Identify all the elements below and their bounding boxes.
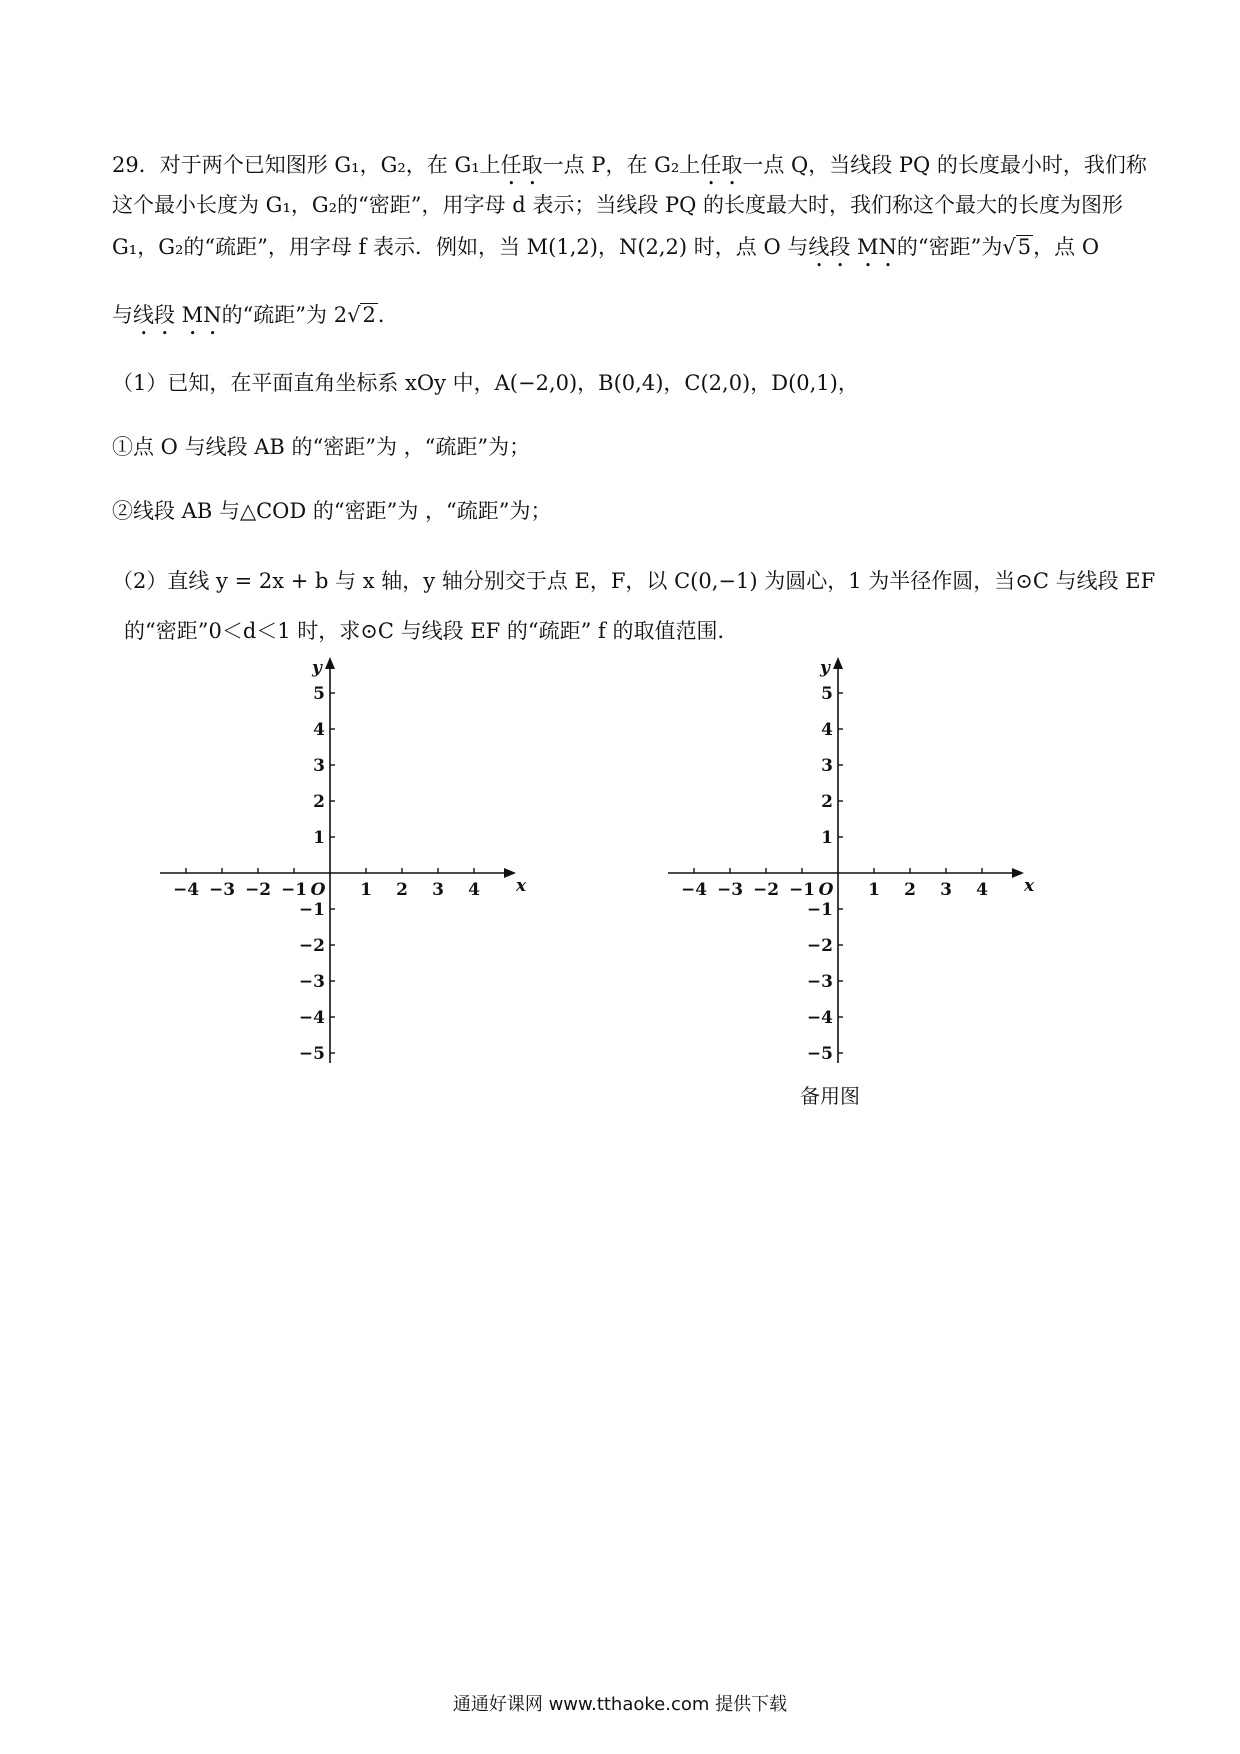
right-plane-y-tick-label: −2 (806, 936, 833, 956)
text-segment: 一点 P，在 G₂上 (542, 153, 701, 177)
text-segment: ②线段 AB 与△COD 的“密距”为 ，“疏距”为； (112, 499, 552, 523)
left-plane-x-tick-label: 3 (432, 880, 444, 900)
text-segment: 的“疏距”为 2 (221, 303, 348, 327)
emphasis-text: 线段 MN (133, 303, 222, 327)
text-segment: ． (377, 303, 399, 327)
right-plane-x-tick-label: 4 (976, 880, 988, 900)
text-segment: 29．对于两个已知图形 G₁，G₂，在 G₁上 (112, 153, 501, 177)
emphasis-text: 任取 (500, 153, 543, 177)
text-segment: 的“密距”0＜d＜1 时，求⊙C 与线段 EF 的“疏距” f 的取值范围． (124, 619, 739, 643)
sqrt-value: 2 (362, 303, 376, 327)
left-plane-y-tick-label: 1 (313, 828, 325, 848)
emphasis-text: 任取 (700, 153, 743, 177)
left-plane-origin-label: O (310, 880, 326, 900)
left-plane-y-arrow-icon (325, 657, 335, 669)
right-plane-origin-label: O (818, 880, 834, 900)
right-plane-y-tick-label: 5 (821, 684, 833, 704)
problem-line-3: G₁，G₂的“疏距”，用字母 f 表示．例如，当 M(1,2)，N(2,2) 时，点 O 与线段 MN的“密距”为√5，点 O (112, 235, 1100, 259)
right-plane-x-tick-label: 1 (868, 880, 880, 900)
right-plane-x-tick-label: 2 (904, 880, 916, 900)
left-plane-y-tick-label: −2 (298, 936, 325, 956)
text-segment: ，点 O (1033, 235, 1100, 259)
right-plane-x-axis-label: x (1024, 876, 1035, 896)
right-plane-y-axis-label: y (820, 658, 830, 678)
right-plane-x-tick-label: −2 (752, 880, 780, 900)
text-segment: G₁，G₂的“疏距”，用字母 f 表示．例如，当 M(1,2)，N(2,2) 时，点 O 与 (112, 235, 809, 259)
right-plane-x-tick-label: 3 (940, 880, 952, 900)
right-plane-y-tick-label: −3 (806, 972, 833, 992)
left-plane-y-tick-label: −5 (298, 1044, 325, 1064)
left-plane-y-tick-label: 4 (313, 720, 325, 740)
left-plane-y-tick-label: −1 (298, 900, 325, 920)
left-plane-y-tick-label: 3 (313, 756, 325, 776)
left-plane-x-tick-label: 2 (396, 880, 408, 900)
right-plane-y-tick-label: 4 (821, 720, 833, 740)
text-segment: ①点 O 与线段 AB 的“密距”为 ，“疏距”为； (112, 435, 531, 459)
right-plane-x-tick-label: −4 (680, 880, 708, 900)
right-plane-y-tick-label: 1 (821, 828, 833, 848)
left-plane-x-axis-label: x (516, 876, 527, 896)
footer-credit: 通通好课网 www.tthaoke.com 提供下载 (452, 1694, 788, 1715)
left-plane-x-tick-label: −2 (244, 880, 272, 900)
left-plane-x-tick-label: −3 (208, 880, 236, 900)
right-plane-y-tick-label: −1 (806, 900, 833, 920)
text-segment: 这个最小长度为 G₁，G₂的“密距”，用字母 d 表示；当线段 PQ 的长度最大时，我们称这个最大的长度为图形 (112, 193, 1124, 217)
left-plane-y-tick-label: −3 (298, 972, 325, 992)
sqrt-value: 5 (1017, 235, 1032, 259)
right-plane-y-tick-label: −4 (806, 1008, 833, 1028)
problem-line-4: 与线段 MN的“疏距”为 2√2． (112, 303, 399, 327)
text-segment: （2）直线 y = 2x + b 与 x 轴，y 轴分别交于点 E，F，以 C(0,−1) 为圆心，1 为半径作圆，当⊙C 与线段 EF (112, 569, 1156, 593)
right-plane-x-tick-label: −1 (788, 880, 816, 900)
left-plane-y-tick-label: −4 (298, 1008, 325, 1028)
left-plane-y-tick-label: 2 (313, 792, 325, 812)
emphasis-text: 线段 MN (808, 235, 897, 259)
left-plane-x-tick-label: −4 (172, 880, 200, 900)
right-plane-y-tick-label: 3 (821, 756, 833, 776)
text-segment: 一点 Q，当线段 PQ 的长度最小时，我们称 (742, 153, 1147, 177)
left-plane-x-tick-label: −1 (280, 880, 308, 900)
backup-figure-caption: 备用图 (800, 1084, 860, 1108)
right-plane-x-arrow-icon (1012, 868, 1024, 878)
text-segment: 的“密距”为 (896, 235, 1003, 259)
left-plane-x-arrow-icon (504, 868, 516, 878)
left-plane-x-tick-label: 1 (360, 880, 372, 900)
text-segment: （1）已知，在平面直角坐标系 xOy 中，A(−2,0)，B(0,4)，C(2,0)，D(0,1)， (112, 371, 859, 395)
right-plane-y-tick-label: 2 (821, 792, 833, 812)
left-plane-y-tick-label: 5 (313, 684, 325, 704)
left-plane-y-axis-label: y (312, 658, 322, 678)
right-plane-y-arrow-icon (833, 657, 843, 669)
right-plane-y-tick-label: −5 (806, 1044, 833, 1064)
right-plane-x-tick-label: −3 (716, 880, 744, 900)
left-plane-x-tick-label: 4 (468, 880, 480, 900)
text-segment: 与 (112, 303, 133, 327)
